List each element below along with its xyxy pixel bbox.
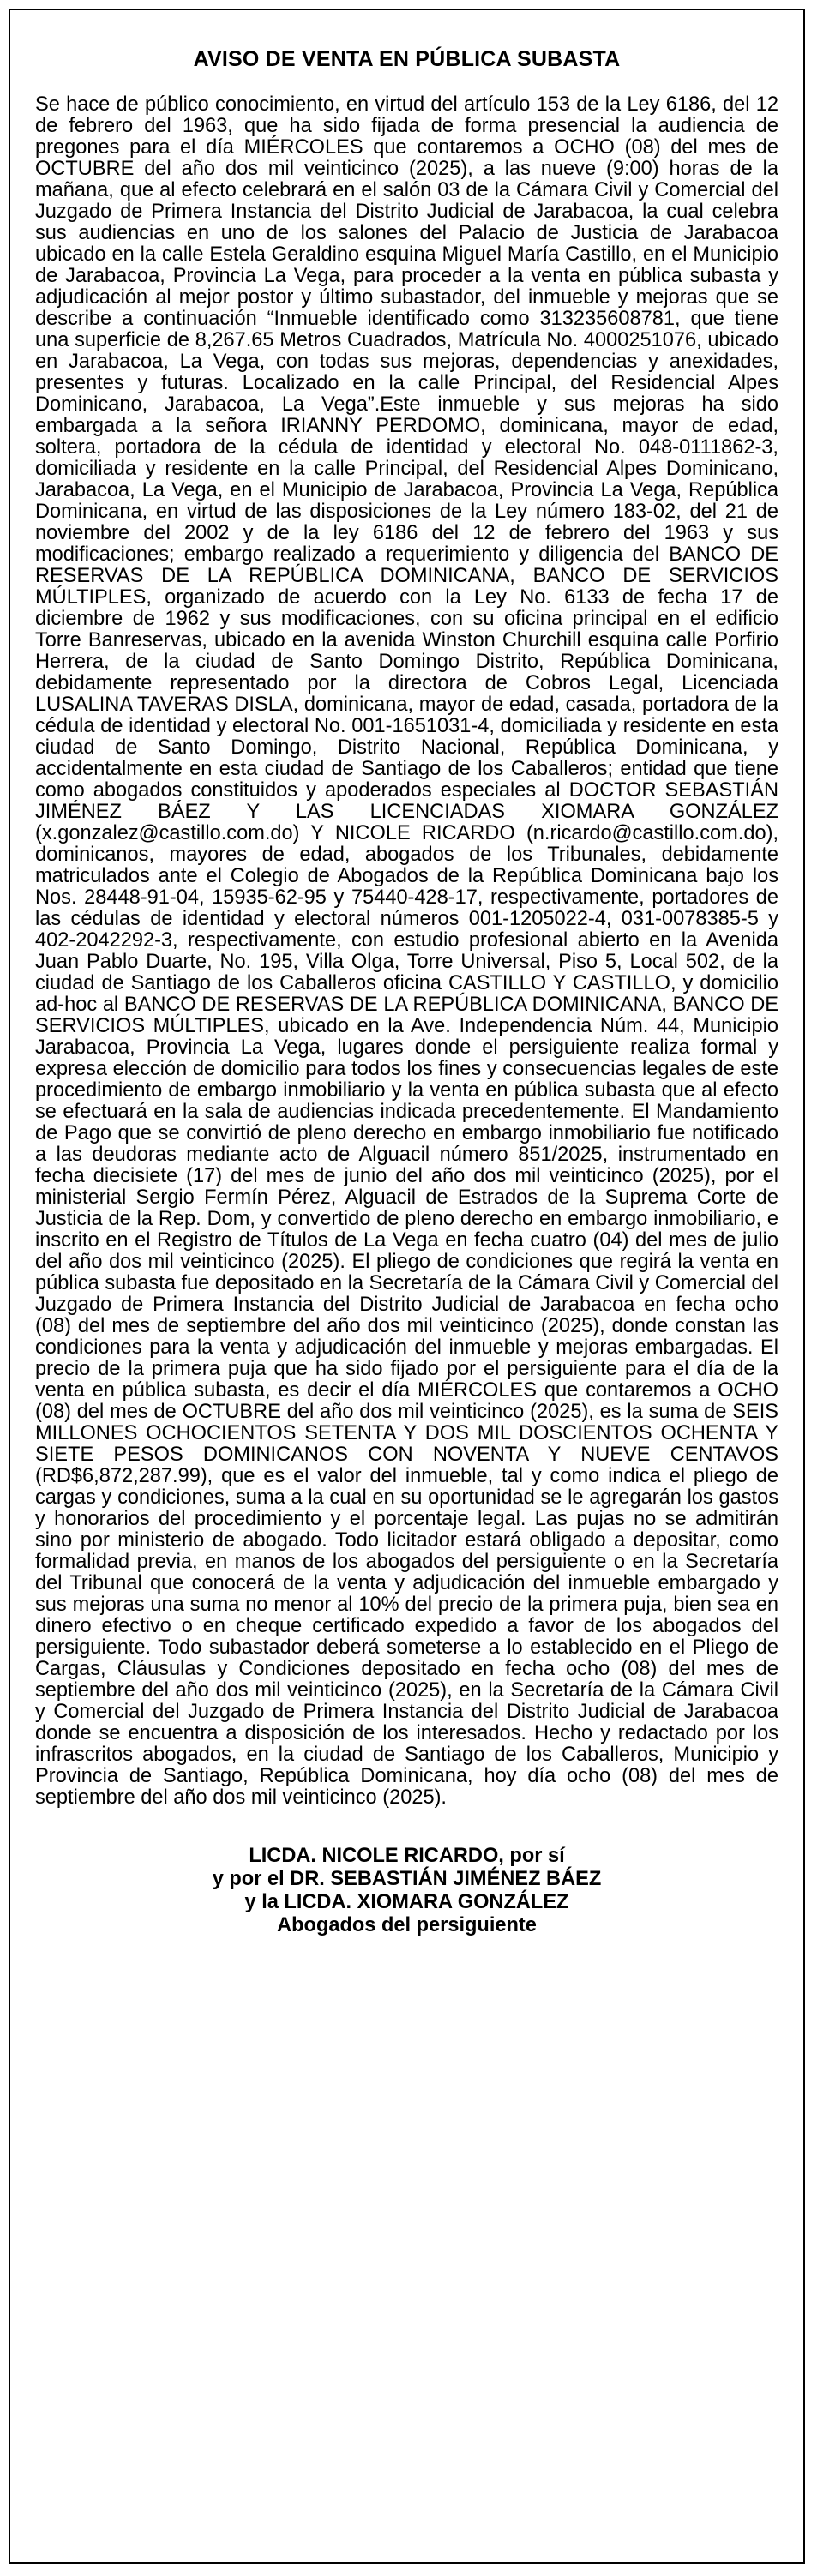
signature-line-3: y la LICDA. XIOMARA GONZÁLEZ: [244, 1891, 569, 1913]
signature-block: [35, 1845, 778, 1937]
notice-title: AVISO DE VENTA EN PÚBLICA SUBASTA: [193, 47, 621, 71]
signature-line-1: LICDA. NICOLE RICARDO, por sí: [249, 1845, 565, 1867]
legal-notice: [9, 9, 805, 2564]
signature-line-4: Abogados del persiguiente: [277, 1914, 537, 1937]
notice-body: Se hace de público conocimiento, en virtud del artículo 153 de la Ley 6186, del 12 de febrero del 1963, que ha sido fijada de forma presencial la audiencia de pregones para el día MIÉRCOLES que contaremos a OCHO (08) del mes de OCTUBRE del año dos mil veinticinco (2025), a las nueve (9:00) horas de la mañana, que al efecto celebrará en el salón 03 de la Cámara Civil y Comercial del Juzgado de Primera Instancia del Distrito Judicial de Jarabacoa, la cual celebra sus audiencias en uno de los salones del Palacio de Justicia de Jarabacoa ubicado en la calle Estela Geraldino esquina Miguel María Castillo, en el Municipio de Jarabacoa, Provincia La Vega, para proceder a la venta en pública subasta y adjudicación al mejor postor y último subastador, del inmueble y mejoras que se describe a continuación “Inmueble identificado como 313235608781, que tiene una superficie de 8,267.65 Metros Cuadrados, Matrícula No. 4000251076, ubicado en Jarabacoa, La Vega, con todas sus mejoras, dependencias y anexidades, presentes y futuras. Localizado en la calle Principal, del Residencial Alpes Dominicano, Jarabacoa, La Vega”.Este inmueble y sus mejoras ha sido embargada a la señora IRIANNY PERDOMO, dominicana, mayor de edad, soltera, portadora de la cédula de identidad y electoral No. 048-0111862-3, domiciliada y residente en la calle Principal, del Residencial Alpes Dominicano, Jarabacoa, La Vega, en el Municipio de Jarabacoa, Provincia La Vega, República Dominicana, en virtud de las disposiciones de la Ley número 183-02, del 21 de noviembre del 2002 y de la ley 6186 del 12 de febrero del 1963 y sus modificaciones; embargo realizado a requerimiento y diligencia del BANCO DE RESERVAS DE LA REPÚBLICA DOMINICANA, BANCO DE SERVICIOS MÚLTIPLES, organizado de acuerdo con la Ley No. 6133 de fecha 17 de diciembre de 1962 y sus modificaciones, con su oficina principal en el edificio Torre Banreservas, ubicado en la avenida Winston Churchill esquina calle Porfirio Herrera, de la ciudad de Santo Domingo Distrito, República Dominicana, debidamente representado por la directora de Cobros Legal, Licenciada LUSALINA TAVERAS DISLA, dominicana, mayor de edad, casada, portadora de la cédula de identidad y electoral No. 001-1651031-4, domiciliada y residente en esta ciudad de Santo Domingo, Distrito Nacional, República Dominicana, y accidentalmente en esta ciudad de Santiago de los Caballeros; entidad que tiene como abogados constituidos y apoderados especiales al DOCTOR SEBASTIÁN JIMÉNEZ BÁEZ Y LAS LICENCIADAS XIOMARA GONZÁLEZ (x.gonzalez@castillo.com.do) Y NICOLE RICARDO (n.ricardo@castillo.com.do), dominicanos, mayores de edad, abogados de los Tribunales, debidamente matriculados ante el Colegio de Abogados de la República Dominicana bajo los Nos. 28448-91-04, 15935-62-95 y 75440-428-17, respectivamente, portadores de las cédulas de identidad y electoral números 001-1205022-4, 031-0078385-5 y 402-2042292-3, respectivamente, con estudio profesional abierto en la Avenida Juan Pablo Duarte, No. 195, Villa Olga, Torre Universal, Piso 5, Local 502, de la ciudad de Santiago de los Caballeros oficina CASTILLO Y CASTILLO, y domicilio ad-hoc al BANCO DE RESERVAS DE LA REPÚBLICA DOMINICANA, BANCO DE SERVICIOS MÚLTIPLES, ubicado en la Ave. Independencia Núm. 44, Municipio Jarabacoa, Provincia La Vega, lugares donde el persiguiente realiza formal y expresa elección de domicilio para todos los fines y consecuencias legales de este procedimiento de embargo inmobiliario y la venta en pública subasta que al efecto se efectuará en la sala de audiencias indicada precedentemente. El Mandamiento de Pago que se convirtió de pleno derecho en embargo inmobiliario fue notificado a las deudoras mediante acto de Alguacil número 851/2025, instrumentado en fecha diecisiete (17) del mes de junio del año dos mil veinticinco (2025), por el ministerial Sergio Fermín Pérez, Alguacil de Estrados de la Suprema Corte de Justicia de la Rep. Dom, y convertido de pleno derecho en embargo inmobiliario, e inscrito en el Registro de Títulos de La Vega en fecha cuatro (04) del mes de julio del año dos mil veinticinco (2025). El pliego de condiciones que regirá la venta en pública subasta fue depositado en la Secretaría de la Cámara Civil y Comercial del Juzgado de Primera Instancia del Distrito Judicial de Jarabacoa en fecha ocho (08) del mes de septiembre del año dos mil veinticinco (2025), donde constan las condiciones para la venta y adjudicación del inmueble y mejoras embargadas. El precio de la primera puja que ha sido fijado por el persiguiente para el día de la venta en pública subasta, es decir el día MIÉRCOLES que contaremos a OCHO (08) del mes de OCTUBRE del año dos mil veinticinco (2025), es la suma de SEIS MILLONES OCHOCIENTOS SETENTA Y DOS MIL DOSCIENTOS OCHENTA Y SIETE PESOS DOMINICANOS CON NOVENTA Y NUEVE CENTAVOS (RD$6,872,287.99), que es el valor del inmueble, tal y como indica el pliego de cargas y condiciones, suma a la cual en su oportunidad se le agregarán los gastos y honorarios del procedimiento y el porcentaje legal. Las pujas no se admitirán sino por ministerio de abogado. Todo licitador estará obligado a depositar, como formalidad previa, en manos de los abogados del persiguiente o en la Secretaría del Tribunal que conocerá de la venta y adjudicación del inmueble embargado y sus mejoras una suma no menor al 10% del precio de la primera puja, bien sea en dinero efectivo o en cheque certificado expedido a favor de los abogados del persiguiente. Todo subastador deberá someterse a lo establecido en el Pliego de Cargas, Cláusulas y Condiciones depositado en fecha ocho (08) del mes de septiembre del año dos mil veinticinco (2025), en la Secretaría de la Cámara Civil y Comercial del Juzgado de Primera Instancia del Distrito Judicial de Jarabacoa donde se encuentra a disposición de los interesados. Hecho y redactado por los infrascritos abogados, en la ciudad de Santiago de los Caballeros, Municipio y Provincia de Santiago, República Dominicana, hoy día ocho (08) del mes de septiembre del año dos mil veinticinco (2025).: [35, 93, 778, 1809]
signature-line-2: y por el DR. SEBASTIÁN JIMÉNEZ BÁEZ: [212, 1868, 602, 1890]
